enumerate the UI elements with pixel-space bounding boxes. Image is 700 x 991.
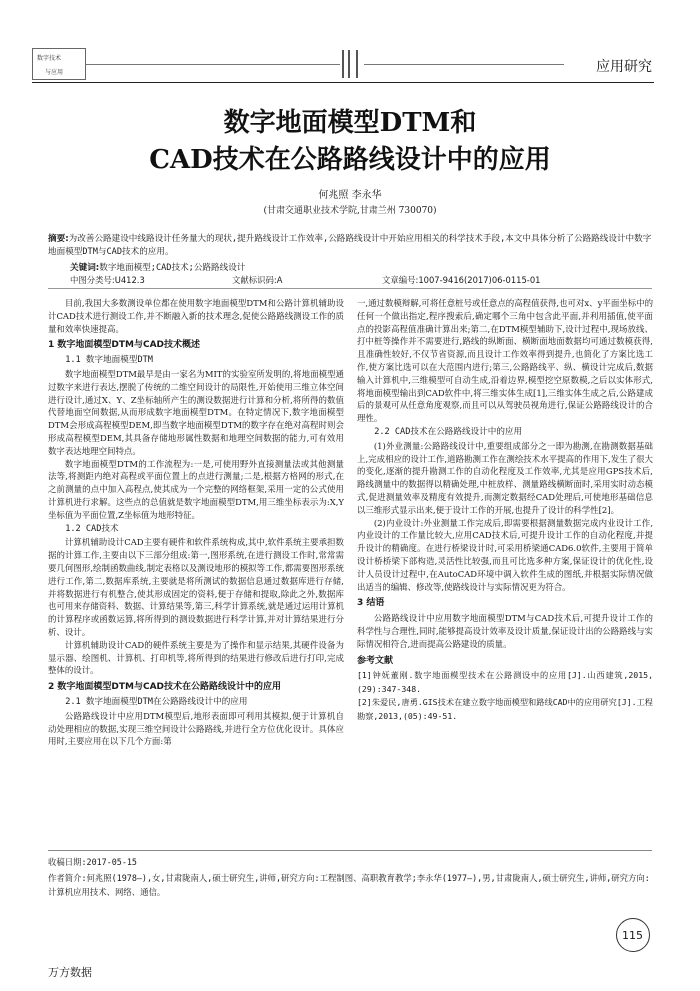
journal-name-line2: 与应用 [45, 69, 64, 76]
affiliation: (甘肃交通职业技术学院,甘肃兰州 730070) [263, 206, 437, 216]
keywords-text: 数字地面模型;CAD技术;公路路线设计 [99, 263, 246, 273]
keywords-label: 关键词: [70, 263, 100, 273]
body-column-right [357, 297, 653, 723]
section-label: 应用研究 [596, 59, 652, 75]
page-number-seal [616, 918, 650, 952]
abstract-rule [48, 288, 652, 289]
watermark: 万方数据 [48, 966, 92, 979]
title-line-2: CAD技术在公路路线设计中的应用 [149, 145, 551, 175]
subsection-heading: 2.2 CAD技术在公路路线设计中的应用 [374, 426, 523, 437]
page-number: 115 [622, 929, 643, 942]
title-line-1: 数字地面模型DTM和 [223, 108, 477, 138]
subsection-heading: 1.1 数字地面模型DTM [65, 355, 153, 366]
abstract-text: 为改善公路建设中线路设计任务量大的现状,提升路线设计工作效率,公路路线设计中开始应用相关的科学技术手段,本文中具体分析了公路路线设计中数字地面模型DTM与CAD技术的应用。 [48, 234, 652, 257]
body-paragraph: (1)外业测量:公路路线设计中,重要组成部分之一即为勘测,在勘测数据基础上,完成相应的设计工作,道路勘测工作在测绘技术水平提高的作用下,发生了很大的变化,逐渐的提升勘测工作的自动化程度及工作效率,尤其是应用GPS技术后,路线测量中的数据得以精确处理,中桩放样、测量路线横断面时,采用实时动态模式,促进测量效率及精度有效提升,而测定数据经CAD处理后,可使地形基础信息以三维形式显示出来,便于设计工作的开展,也提升了设计的科学性[2]。 [357, 440, 653, 515]
author-bio-label: 作者简介: [48, 873, 87, 883]
body-paragraph: 一,通过数模辩解,可将任意桩号或任意点的高程值获得,也可对x、y平面坐标中的任何一个做出指定,程序搜索后,确定哪个三角中包含此平面,并利用插值,使平面点的投影高程值准确计算出来;第二,在DTM模型辅助下,设计过程中,现场放线、打中桩等操作并不需要进行,路线的纵断面、横断面地面数据均可通过数模获得,且准确性较好,不仅节省资源,而且设计工作效率得到提升,也简化了方案比选工作,使方案比选可以在大范围内进行;第三,公路路线平、纵、横设计完成后,数据输入计算机中,三维模型可自动生成,沿着边界,模型挖空原数模,之后以实体形式,将地面模型输出到CAD软件中,将三维实体生成[1],三维实体生成之后,公路建成后的景观可从任意角度观察,而且可以从驾驶员视角进行,保证公路路线设计的合理性。 [357, 298, 654, 424]
authors: 何兆照 李永华 [318, 190, 382, 201]
header-rule-left [86, 64, 340, 65]
article-number: 文章编号:1007-9416(2017)06-0115-01 [382, 275, 541, 285]
subsection-heading: 2.1 数字地面模型DTM在公路路线设计中的应用 [65, 696, 248, 707]
body-paragraph: 计算机辅助设计CAD的硬件系统主要是为了操作和显示结果,其硬件设备为显示器、绘图机、计算机、打印机等,将所得到的结果进行修改后进行打印,完成整体的设计。 [48, 639, 344, 676]
reference-item: [1]钟妩董刚.数字地面模型技术在公路测设中的应用[J].山西建筑,2015,(29):347-348. [357, 670, 653, 694]
author-bio-text: 何兆照(1978—),女,甘肃陇南人,硕士研究生,讲师,研究方向:工程制图、高职教育教学;李永华(1977—),男,甘肃陇南人,硕士研究生,讲师,研究方向:计算机应用技术、网络、通信。 [48, 873, 650, 897]
section-heading: 2 数字地面模型DTM与CAD技术在公路路线设计中的应用 [48, 682, 282, 693]
body-column-left [48, 297, 344, 748]
journal-name-line1: 数字技术 [37, 55, 62, 62]
body-paragraph: 目前,我国大多数测设单位都在使用数字地面模型DTM和公路计算机辅助设计CAD技术进行测设工作,并不断融入新的技术理念,促使公路路线测设工作的质量和效率快速提高。 [48, 298, 344, 334]
header-rule-right [364, 64, 564, 65]
reference-item: [2]朱爱民,唐勇.GIS技术在建立数字地面模型和路线CAD中的应用研究[J].工程勘察,2013,(05):49-51. [357, 697, 653, 721]
subsection-heading: 1.2 CAD技术 [65, 523, 119, 534]
body-paragraph: (2)内业设计:外业测量工作完成后,即需要根据测量数据完成内业设计工作,内业设计的工作量比较大,应用CAD技术后,可提升设计工作的自动化程度,并提升设计的精确度。在进行桥梁设计时,可采用桥梁通CAD6.0软件,主要用于简单设计桥桥梁下部构造,灵活性比较强,而且可比选多种方案,保证设计的优化性,设计人员设计过程中,在AutoCAD环境中调入软件生成的图纸,并根据实际情况做出适当的编辑、修改等,使路线设计与实际情况更为符合。 [357, 517, 653, 592]
section-heading: 1 数字地面模型DTM与CAD技术概述 [48, 340, 201, 351]
section-heading: 参考文献 [357, 655, 394, 666]
abstract-label: 摘要: [48, 234, 69, 244]
body-paragraph: 计算机辅助设计CAD主要有硬件和软件系统构成,其中,软件系统主要承担数据的计算工作,主要由以下三部分组成:第一,图形系统,在进行测设工作时,常常需要几何图形,绘制函数曲线,制定表格以及测设地形的模拟等工作,都需要图形系统进行工作,第二,数据库系统,主要就是将所测试的数据信息通过数据库进行存储,并将数据进行有机整合,使其形成固定的资料,便于存储和提取,除此之外,数据库也可用来存储资料、数据、计算结果等,第三,科学计算系统,就是通过运用计算机的计算程序或函数运算,将所得到的测设数据进行科学计算,并对计算结果进行分析、设计。 [48, 537, 344, 637]
abstract [48, 233, 652, 259]
journal-logo-box [32, 48, 86, 80]
header-ornament [340, 50, 364, 78]
header-bottom-rule [32, 82, 654, 83]
body-paragraph: 数字地面模型DTM最早是由一家名为MIT的实验室所发明的,将地面模型通过数字来进行表达,摆脱了传统的二维空间设计的局限性,开始使用三维立体空间进行设计,通过X、Y、Z坐标轴所产生的测设数据进行计算和分析,将所得的数值代替地面空间数据,从而形成数字地面模型DTM。在特定情况下,数字地面模型DTM会形成高程模型DEM,即当数字地面模型DTM的数字存在绝对高程时则会形成高程模型DEM,其具备存储地形属性数据和地理空间数据的能力,可有效用数字表达地理空间特点。 [48, 368, 344, 456]
document-code: 文献标识码:A [232, 275, 283, 285]
clc-number: 中图分类号:U412.3 [70, 275, 145, 285]
received-date: 收稿日期:2017-05-15 [48, 857, 137, 867]
footer-rule [48, 850, 652, 851]
body-paragraph: 公路路线设计中应用DTM模型后,地形表面即可利用其模拟,便于计算机自动处理相应的数据,实现三维空间设计公路路线,并进行全方位优化设计。具体应用时,主要应用在以下几个方面:第 [48, 710, 344, 747]
author-bio [48, 871, 652, 899]
body-paragraph: 数字地面模型DTM的工作流程为:一是,可使用野外直接测量法或其他测量法等,将测距内绝对高程或平面位置上的点进行测量;二是,根据方格网的形式,在之前测量的点中加入高程点,使其成为一个完整的网络框架,采用一定的公式使用计算机进行求解。这些点的总值就是数字地面模型DTM,用三维坐标表示为:X,Y坐标值为平面位置,Z坐标值为地形特征。 [48, 458, 344, 520]
keywords [70, 261, 245, 273]
body-paragraph: 公路路线设计中应用数字地面模型DTM与CAD技术后,可提升设计工作的科学性与合理性,同时,能够提高设计效率及设计质量,保证设计出的公路路线与实际情况相符合,进而提高公路建设的质量。 [357, 613, 653, 649]
section-heading: 3 结语 [357, 598, 385, 609]
